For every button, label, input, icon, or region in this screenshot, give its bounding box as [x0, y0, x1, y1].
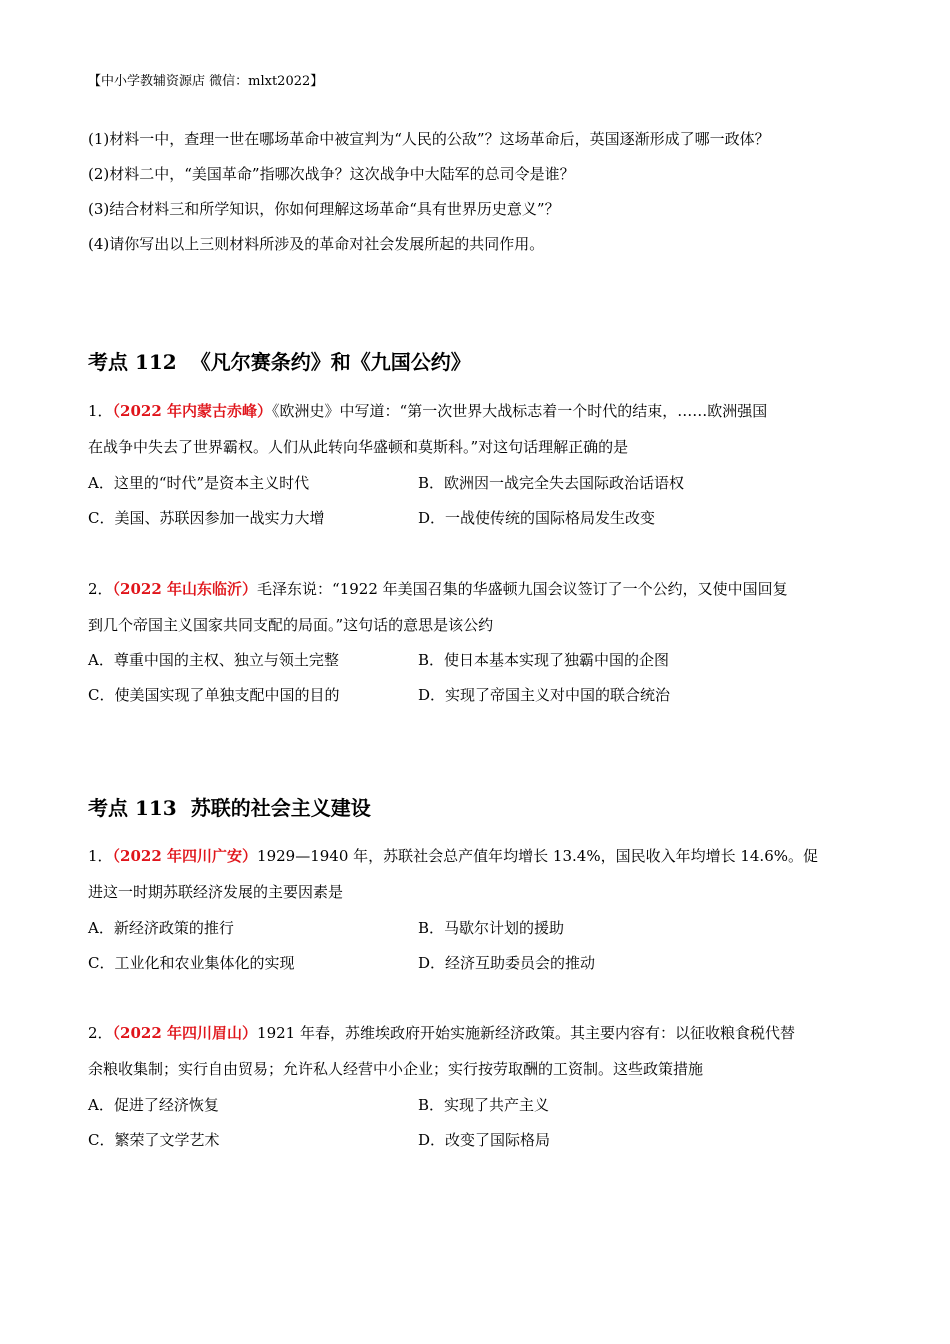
item-stem-line2: 进这一时期苏联经济发展的主要因素是 [88, 883, 344, 901]
option-c: C．繁荣了文学艺术 [88, 1131, 220, 1149]
question-4: (4)请你写出以上三则材料所涉及的革命对社会发展所起的共同作用。 [88, 235, 545, 253]
item-source: （2022 年四川广安） [112, 847, 258, 865]
item-stem-line2: 到几个帝国主义国家共同支配的局面。”这句话的意思是该公约 [88, 616, 494, 634]
option-d: D．经济互助委员会的推动 [418, 954, 596, 972]
section-title: 苏联的社会主义建设 [190, 796, 371, 820]
option-d: D．实现了帝国主义对中国的联合统治 [418, 686, 671, 704]
item-stem-line2: 余粮收集制；实行自由贸易；允许私人经营中小企业；实行按劳取酬的工资制。这些政策措施 [88, 1060, 704, 1078]
option-b: B．实现了共产主义 [418, 1096, 550, 1114]
item-source: （2022 年内蒙古赤峰） [112, 402, 273, 420]
header-note: 【中小学教辅资源店 微信：mlxt2022】 [88, 74, 324, 89]
item-text: 《欧洲史》中写道：“第一次世界大战标志着一个时代的结束，……欧洲强国 [272, 402, 768, 420]
question-1: (1)材料一中，查理一世在哪场革命中被宣判为“人民的公敌”？这场革命后，英国逐渐形成了哪一政体？ [88, 130, 770, 148]
item-stem-line1 [88, 578, 788, 599]
option-d: D．一战使传统的国际格局发生改变 [418, 509, 656, 527]
question-3: (3)结合材料三和所学知识，你如何理解这场革命“具有世界历史意义”？ [88, 200, 560, 218]
section-title: 《凡尔赛条约》和《九国公约》 [190, 350, 471, 374]
item-stem-line2: 在战争中失去了世界霸权。人们从此转向华盛顿和莫斯科。”对这句话理解正确的是 [88, 438, 629, 456]
item-source: （2022 年山东临沂） [112, 580, 258, 598]
item-text: 毛泽东说：“1922 年美国召集的华盛顿九国会议签订了一个公约，又使中国回复 [257, 580, 788, 598]
item-stem-line1 [88, 400, 767, 421]
item-number: 2． [88, 1024, 113, 1042]
section-number: 考点 112 [88, 350, 177, 374]
option-d: D．改变了国际格局 [418, 1131, 551, 1149]
item-stem-line1 [88, 1022, 795, 1043]
option-b: B．马歇尔计划的援助 [418, 919, 565, 937]
option-c: C．美国、苏联因参加一战实力大增 [88, 509, 325, 527]
option-b: B．欧洲因一战完全失去国际政治话语权 [418, 474, 685, 492]
option-a: A．促进了经济恢复 [88, 1096, 219, 1114]
section-heading-113 [88, 792, 371, 821]
item-number: 1． [88, 402, 113, 420]
question-2: (2)材料二中，“美国革命”指哪次战争？这次战争中大陆军的总司令是谁？ [88, 165, 575, 183]
item-number: 1． [88, 847, 113, 865]
item-number: 2． [88, 580, 113, 598]
option-a: A．新经济政策的推行 [88, 919, 234, 937]
item-source: （2022 年四川眉山） [112, 1024, 258, 1042]
item-text: 1921 年春，苏维埃政府开始实施新经济政策。其主要内容有：以征收粮食税代替 [257, 1024, 795, 1042]
option-b: B．使日本基本实现了独霸中国的企图 [418, 651, 670, 669]
item-stem-line1 [88, 845, 818, 866]
section-number: 考点 113 [88, 796, 177, 820]
option-c: C．工业化和农业集体化的实现 [88, 954, 295, 972]
option-a: A．这里的“时代”是资本主义时代 [88, 474, 310, 492]
item-text: 1929—1940 年，苏联社会总产值年均增长 13.4%，国民收入年均增长 14.6%。促 [257, 847, 818, 865]
section-heading-112 [88, 346, 471, 375]
option-c: C．使美国实现了单独支配中国的目的 [88, 686, 340, 704]
option-a: A．尊重中国的主权、独立与领土完整 [88, 651, 339, 669]
